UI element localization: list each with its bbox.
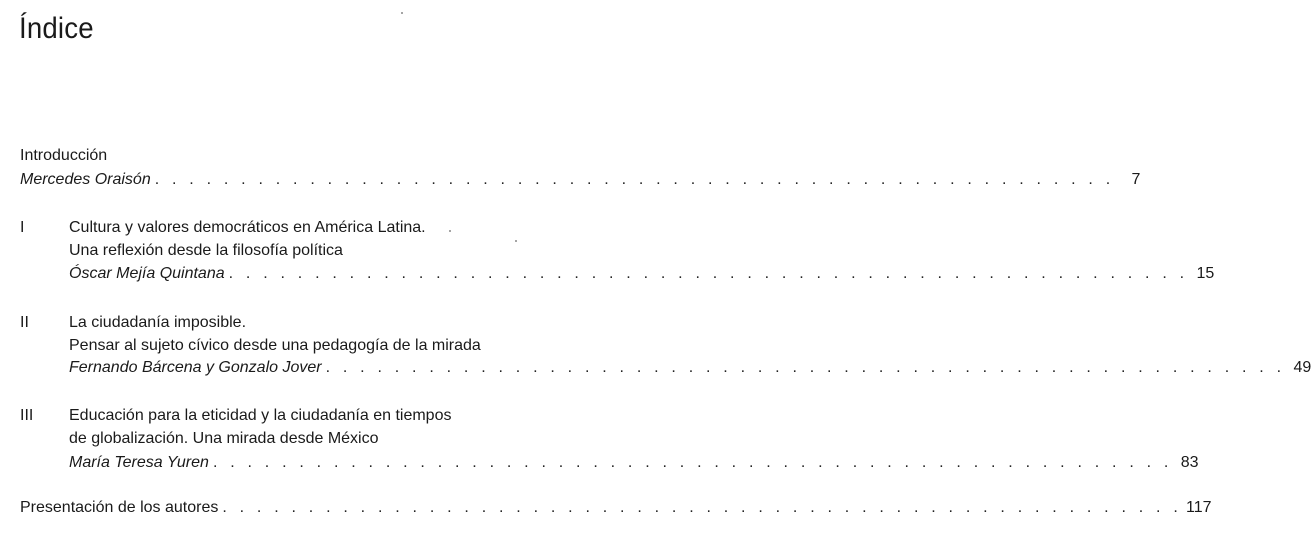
chapter-page-number: 49 — [1293, 359, 1311, 376]
intro-entry — [20, 170, 1141, 190]
chapter-entry — [69, 358, 1311, 378]
dot-leader: . . . . . . . . . . . . . . . . . . . . . . . . . . . . . . . . . . . . . . . . . . . . . . . . . . . . . . . . — [212, 454, 1173, 471]
chapter-page-number: 83 — [1180, 454, 1199, 471]
intro-page-number: 7 — [1131, 171, 1141, 188]
dot-leader: . . . . . . . . . . . . . . . . . . . . . . . . . . . . . . . . . . . . . . . . . . . . . . . . . . . . . . . . — [325, 359, 1286, 376]
closing-title: Presentación de los autores — [20, 499, 219, 516]
scan-speck — [449, 230, 451, 232]
chapter-entry — [69, 453, 1199, 473]
chapter-author: Óscar Mejía Quintana — [69, 265, 225, 282]
chapter-numeral: I — [20, 219, 25, 236]
chapter-title-line: Una reflexión desde la filosofía política — [69, 242, 343, 259]
page-title: Índice — [19, 12, 94, 45]
closing-entry — [20, 498, 1212, 518]
chapter-author: María Teresa Yuren — [69, 454, 209, 471]
closing-page-number: 117 — [1185, 499, 1212, 516]
chapter-entry — [69, 264, 1215, 284]
chapter-title-line: La ciudadanía imposible. — [69, 314, 247, 331]
intro-title: Introducción — [20, 147, 108, 164]
scan-speck — [401, 12, 403, 14]
chapter-title-line: de globalización. Una mirada desde México — [69, 430, 379, 447]
chapter-numeral: III — [20, 407, 34, 424]
chapter-title-line: Cultura y valores democráticos en América Latina. — [69, 219, 426, 236]
intro-author: Mercedes Oraisón — [20, 171, 151, 188]
chapter-numeral: II — [20, 314, 29, 331]
dot-leader: . . . . . . . . . . . . . . . . . . . . . . . . . . . . . . . . . . . . . . . . . . . . . . . . . . . . . . . . — [154, 171, 1115, 188]
dot-leader: . . . . . . . . . . . . . . . . . . . . . . . . . . . . . . . . . . . . . . . . . . . . . . . . . . . . . . . . — [222, 499, 1182, 516]
scan-speck — [515, 240, 517, 242]
chapter-title-line: Educación para la eticidad y la ciudadanía en tiempos — [69, 407, 452, 424]
chapter-title-line: Pensar al sujeto cívico desde una pedagogía de la mirada — [69, 337, 481, 354]
dot-leader: . . . . . . . . . . . . . . . . . . . . . . . . . . . . . . . . . . . . . . . . . . . . . . . . . . . . . . . . — [228, 265, 1189, 282]
chapter-page-number: 15 — [1196, 265, 1215, 282]
chapter-author: Fernando Bárcena y Gonzalo Jover — [69, 359, 322, 376]
